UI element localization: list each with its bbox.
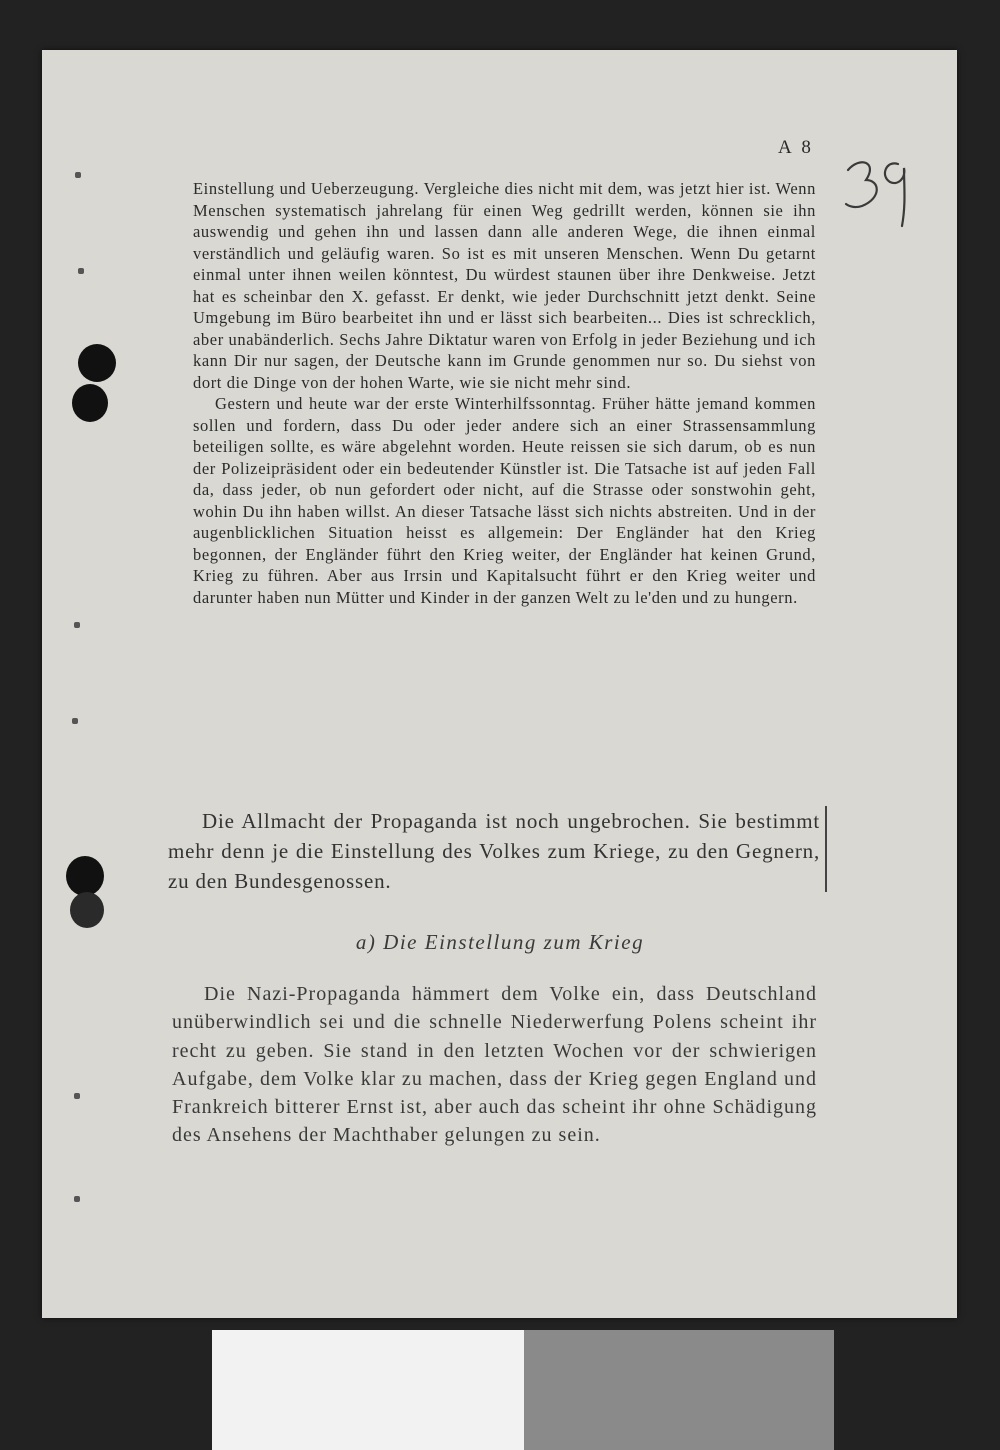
tack-mark [78,268,84,274]
punch-hole-top-lower [72,384,108,422]
calibration-gray-patch [524,1330,834,1450]
paragraph-2: Gestern und heute war der erste Winterhilfssonntag. Früher hätte jemand kommen sollen und fordern, dass Du oder jeder andere sich an einer Strassensammlung beteiligen sollte, es wäre abgelehnt worden. Heute reissen sie sich darum, ob es nun der Polizeipräsident oder ein bedeutender Künstler ist. Die Tatsache ist auf jeden Fall da, dass jeder, ob nun gefordert oder nicht, auf die Strasse oder sonstwohin geht, wohin Du ihn haben willst. An dieser Tatsache lässt sich nichts abstreiten. Und in der augenblicklichen Situation heisst es allgemein: Der Engländer hat den Krieg begonnen, der Engländer führt den Krieg weiter, der Engländer hat keinen Grund, Krieg zu führen. Aber aus Irrsin und Kapitalsucht führt er den Krieg weiter und darunter haben nun Mütter und Kinder in der ganzen Welt zu le'den und zu hungern. [193,394,816,607]
punch-hole-bottom-lower [70,892,104,928]
tack-mark [74,1093,80,1099]
calibration-white-patch [212,1330,524,1450]
punch-hole-bottom [66,856,104,896]
section-body [172,980,817,1150]
letter-excerpt [193,178,816,608]
tack-mark [75,172,81,178]
tack-mark [72,718,78,724]
statement-text: Die Allmacht der Propaganda ist noch ungebrochen. Sie bestimmt mehr denn je die Einstellung des Volkes zum Kriege, zu den Gegnern, zu den Bundesgenossen. [168,809,820,893]
propaganda-statement [168,806,820,896]
handwritten-39-mark [840,152,920,232]
handwritten-page-number [840,152,920,237]
section-paragraph: Die Nazi-Propaganda hämmert dem Volke ein, dass Deutschland unüberwindlich sei und die schnelle Niederwerfung Polens scheint ihr recht zu geben. Sie stand in den letzten Wochen vor der schwierigen Aufgabe, dem Volke klar zu machen, dass der Krieg gegen England und Frankreich bitterer Ernst ist, aber auch das scheint ihr ohne Schädigung des Ansehens der Machthaber gelungen zu sein. [172,983,817,1147]
section-heading: a) Die Einstellung zum Krieg [355,930,645,954]
punch-hole-top [78,344,116,382]
margin-marking [825,806,827,892]
tack-mark [74,1196,80,1202]
paragraph-1: Einstellung und Ueberzeugung. Vergleiche dies nicht mit dem, was jetzt hier ist. Wenn Menschen systematisch jahrelang für einen Weg gedrillt werden, können sie ihn auswendig und gehen ihn und lassen dann alle anderen Wege, die ihnen einmal verständlich und geläufig waren. So ist es mit unseren Menschen. Wenn Du getarnt einmal unter ihnen weilen könntest, Du würdest staunen über ihre Denkweise. Jetzt hat es scheinbar den X. gefasst. Er denkt, wie jeder Durchschnitt jetzt denkt. Seine Umgebung im Büro bearbeitet ihn und er lässt sich bearbeiten... Dies ist schrecklich, aber unabänderlich. Sechs Jahre Diktatur waren von Erfolg in jeder Beziehung und ich kann Dir nur sagen, der Deutsche kann im Grunde genommen nur so. Du siehst von dort die Dinge von der hohen Warte, wie sie nicht mehr sind. [193,179,816,392]
tack-mark [74,622,80,628]
page-label: A 8 [778,137,814,158]
